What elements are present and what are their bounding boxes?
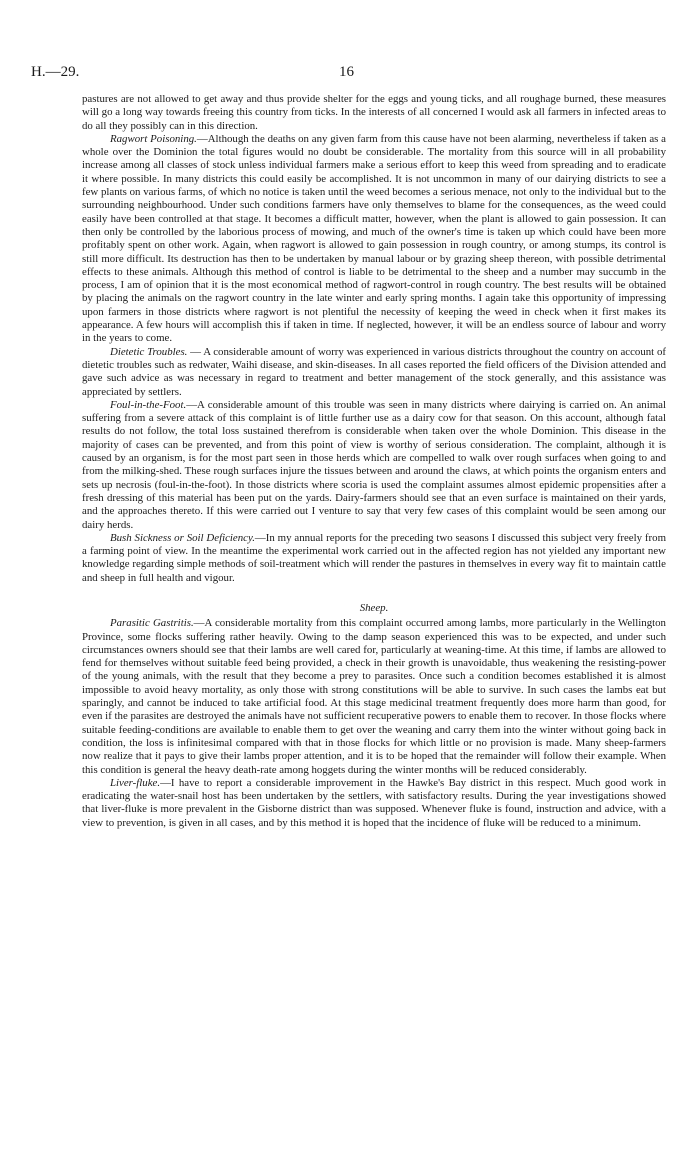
document-code: H.—29. xyxy=(31,64,80,80)
paragraph-text: —A considerable mortality from this complaint occurred among lambs, more particularly in the Wellington Province, some flocks suffering rather heavily. Owing to the damp season experienced this was to be expected, and under such circumstances owners should see that their lambs are well cared for, particularly at weaning-time. At this time, if lambs are allowed to fend for themselves without suitable feed being provided, a check in their growth is unavoidable, thus weakening the resisting-power of the young animals, with the result that they become a prey to parasites. Once such a condition becomes established it is almost impossible to avoid heavy mortality, as only those with strong constitutions will be able to survive. In such cases the lambs eat but sparingly, and cannot be induced to take artificial food. At this stage medicinal treatment frequently does more harm than good, for even if the parasites are destroyed the animals have not sufficient recuperative powers to enable them to recover. In those flocks where suitable feeding-conditions are available to enable them to get over the weaning and carry them into the winter without going back in condition, the loss is infinitesimal compared with that in those flocks for which little or no provision is made. Many sheep-farmers now realize that it pays to give their lambs proper attention, and it is to be hoped that the remainder will follow their example. When this condition is general the heavy death-rate among hoggets during the winter months will be reduced considerably. xyxy=(82,617,666,776)
paragraph-title: Bush Sickness or Soil Deficiency. xyxy=(110,531,255,544)
paragraph-title: Dietetic Troubles. xyxy=(110,345,188,358)
paragraph-bush-sickness xyxy=(82,532,666,585)
body-text xyxy=(82,93,666,830)
paragraph-text: —I have to report a considerable improvement in the Hawke's Bay district in this respect. Much good work in eradicating the water-snail host has been undertaken by the settlers, with satisfactory results. During the year investigations showed that liver-fluke is more prevalent in the Gisborne district than was supposed. Whenever fluke is found, instruction and advice, with a view to prevention, is given in all cases, and by this method it is hoped that the incidence of fluke will be reduced to a minimum. xyxy=(82,776,666,829)
paragraph-text: —Although the deaths on any given farm from this cause have not been alarming, nevertheless if taken as a whole over the Dominion the total figures would no doubt be considerable. The mortality from this source will in all probability increase among all classes of stock unless individual farmers make a serious effort to keep this weed from spreading and to eradicate it where possible. In many districts this could easily be accomplished. It is not uncommon in many of our dairying districts to see a few plants on various farms, of which no notice is taken until the weed becomes a serious menace, not only to the individual but to the surrounding neighbourhood. Under such conditions farmers have only themselves to blame for the consequences, as the weed could easily have been controlled at that stage. It becomes a difficult matter, however, when the plant is allowed to gain possession. It can then only be controlled by the laborious process of mowing, and much of the owner's time is taken up which could have been more profitably spent on other work. Again, when ragwort is allowed to gain possession in rough country, or among stumps, its control is still more difficult. Its destruction has then to be undertaken by manual labour or by grazing sheep thereon, with possible detrimental effects to these animals. Although this method of control is liable to be detrimental to the sheep and a number may succumb in the process, I am of opinion that it is the most economical method of ragwort-control in rough country. The best results will be obtained by placing the animals on the ragwort country in the late winter and early spring months. I again take this opportunity of impressing upon farmers in those districts where ragwort is not plentiful the necessity of keeping the weed in check when it first makes its appearance. A few hours will accomplish this if taken in time. If neglected, however, it will be an endless source of labour and worry in the years to come. xyxy=(82,132,666,345)
paragraph-text: —In my annual reports for the preceding two seasons I discussed this subject very freely from a farming point of view. In the meantime the experimental work carried out in the affected region has not yielded any important new knowledge regarding simple methods of soil-treatment which will render the pastures in themselves in every way fit to maintain cattle and sheep in full health and vigour. xyxy=(82,531,666,584)
page-number: 16 xyxy=(339,64,354,80)
paragraph-title: Parasitic Gastritis. xyxy=(110,617,194,630)
paragraph-liver-fluke xyxy=(82,777,666,830)
paragraph-ragwort-poisoning xyxy=(82,133,666,346)
page-header xyxy=(31,64,669,82)
paragraph-text: — A considerable amount of worry was experienced in various districts throughout the country on account of dietetic troubles such as redwater, Waihi disease, and skin-diseases. In all cases reported the field officers of the Division attended and gave such advice as was necessary in regard to treatment and better management of the stock generally, and this assistance was appreciated by settlers. xyxy=(82,345,666,398)
paragraph-title: Liver-fluke. xyxy=(110,776,161,789)
paragraph-foul-in-the-foot xyxy=(82,399,666,532)
paragraph-parasitic-gastritis xyxy=(82,617,666,777)
paragraph-text: pastures are not allowed to get away and thus provide shelter for the eggs and young ticks, and all roughage burned, these measures will go a long way towards freeing this country from ticks. In the interests of all concerned I would ask all farmers in infected areas to do all they possibly can in this direction. xyxy=(82,93,666,132)
section-heading-sheep: Sheep. xyxy=(359,601,389,614)
paragraph-text: —A considerable amount of this trouble was seen in many districts where dairying is carried on. An animal suffering from a severe attack of this complaint is of little further use as a dairy cow for that season. On this account, although fatal results do not follow, the total loss sustained therefrom is considerable when taken over the whole Dominion. This disease in the majority of cases can be prevented, and from this point of view is worthy of serious consideration. The complaint, although it is caused by an organism, is for the most part seen in those herds which are compelled to walk over rough surfaces when going to and from the milking-shed. These rough surfaces injure the tissues between and around the claws, at which points the organism enters and sets up necrosis (foul-in-the-foot). In those districts where scoria is used the complaint assumes almost epidemic propensities after a fresh dressing of this material has been put on the yards. Dairy-farmers should see that an even surface is maintained on their yards, and the approaches thereto. If this were carried out I venture to say that very few cases of this complaint would be seen among our dairy herds. xyxy=(82,398,666,531)
paragraph-title: Foul-in-the-Foot. xyxy=(110,398,187,411)
paragraph-dietetic-troubles xyxy=(82,346,666,399)
paragraph-ticks-continued xyxy=(82,93,666,133)
paragraph-title: Ragwort Poisoning. xyxy=(110,132,197,145)
